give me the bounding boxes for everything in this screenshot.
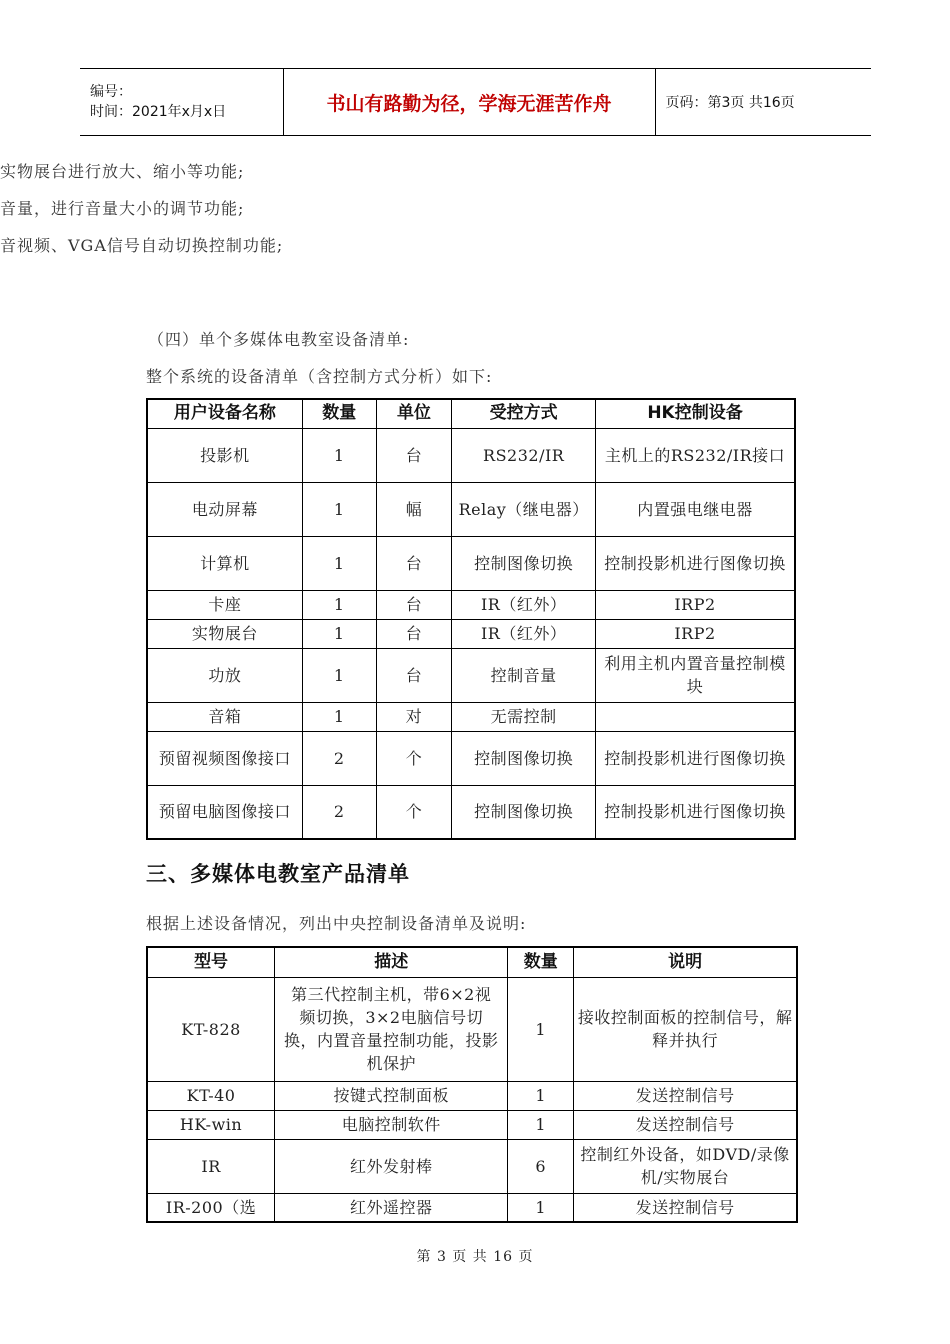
table-cell: 发送控制信号 [574,1110,797,1139]
table-row [147,977,797,1081]
table-cell: 接收控制面板的控制信号，解释并执行 [574,977,797,1081]
table-cell: 控制音量 [452,648,596,702]
table-row [147,648,795,702]
table-cell: 控制图像切换 [452,536,596,590]
col-header-control-mode: 受控方式 [452,399,596,428]
table-cell: 红外发射棒 [275,1139,508,1193]
table-cell: 内置强电继电器 [596,482,795,536]
table-cell: 2 [302,785,376,839]
table-cell: 台 [376,428,452,482]
table-row [147,702,795,731]
table-cell: 第三代控制主机，带6×2视频切换，3×2电脑信号切换，内置音量控制功能，投影机保护 [275,977,508,1081]
table-cell: 电脑控制软件 [275,1110,508,1139]
table-cell: IR（红外） [452,590,596,619]
col-header-quantity: 数量 [302,399,376,428]
table-cell: 1 [508,1110,574,1139]
table-cell: 1 [302,536,376,590]
table-cell: 1 [508,1193,574,1222]
table-cell: 发送控制信号 [574,1081,797,1110]
col-header-hk-device: HK控制设备 [596,399,795,428]
table-cell: 个 [376,785,452,839]
table-cell: 计算机 [147,536,302,590]
table-cell: IR-200（选 [147,1193,275,1222]
table-cell: KT-828 [147,977,275,1081]
table-row [147,1110,797,1139]
table-row [147,482,795,536]
table-cell: 台 [376,648,452,702]
page-footer: 第 3 页 共 16 页 [416,1249,534,1265]
table-cell: 1 [302,428,376,482]
table-cell: 1 [508,977,574,1081]
table-cell: IR [147,1139,275,1193]
table-row [147,1139,797,1193]
table-cell: 1 [302,648,376,702]
equipment-table [146,398,796,840]
header-meta [80,69,283,136]
paragraph-line-3: 音视频、VGA信号自动切换控制功能; [0,236,284,255]
product-table [146,946,798,1223]
table-cell: 无需控制 [452,702,596,731]
table-cell: 音箱 [147,702,302,731]
table-cell: 预留电脑图像接口 [147,785,302,839]
col-header-qty: 数量 [508,947,574,977]
table-cell: 功放 [147,648,302,702]
table-cell: 对 [376,702,452,731]
table-cell: 1 [302,619,376,648]
table-cell [596,702,795,731]
table-cell: 6 [508,1139,574,1193]
table-cell: 预留视频图像接口 [147,731,302,785]
table-cell: 个 [376,731,452,785]
header-time-label: 时间：2021年x月x日 [90,104,227,120]
paragraph-line-1: 实物展台进行放大、缩小等功能; [0,162,245,181]
table-cell: 控制图像切换 [452,731,596,785]
table-cell: 2 [302,731,376,785]
table-cell: 红外遥控器 [275,1193,508,1222]
equipment-table-header [147,399,795,428]
table-cell: 控制投影机进行图像切换 [596,536,795,590]
table-cell: 按键式控制面板 [275,1081,508,1110]
table-cell: 利用主机内置音量控制模块 [596,648,795,702]
col-header-device: 用户设备名称 [147,399,302,428]
section4-heading: （四）单个多媒体电教室设备清单: [148,330,410,349]
table-row [147,731,795,785]
table-cell: IRP2 [596,619,795,648]
table-cell: 控制红外设备，如DVD/录像机/实物展台 [574,1139,797,1193]
col-header-model: 型号 [147,947,275,977]
table-row [147,590,795,619]
table-cell: KT-40 [147,1081,275,1110]
table-cell: 电动屏幕 [147,482,302,536]
table-cell: RS232/IR [452,428,596,482]
table-row [147,428,795,482]
table-cell: Relay（继电器） [452,482,596,536]
header-number-label: 编号： [90,84,132,100]
table-row [147,536,795,590]
table-cell: 1 [302,482,376,536]
table-cell: IR（红外） [452,619,596,648]
table-cell: 控制图像切换 [452,785,596,839]
table-cell: 控制投影机进行图像切换 [596,785,795,839]
table-cell: 主机上的RS232/IR接口 [596,428,795,482]
table-cell: 台 [376,590,452,619]
table-row [147,1081,797,1110]
table-cell: 控制投影机进行图像切换 [596,731,795,785]
table-row [147,785,795,839]
table-cell: 1 [508,1081,574,1110]
col-header-unit: 单位 [376,399,452,428]
section3-heading: 三、多媒体电教室产品清单 [146,862,410,886]
table-row [147,619,795,648]
table-cell: 1 [302,702,376,731]
page-header [80,68,871,136]
col-header-description: 描述 [275,947,508,977]
paragraph-line-2: 音量，进行音量大小的调节功能; [0,199,245,218]
header-motto: 书山有路勤为径，学海无涯苦作舟 [283,69,655,136]
header-page-info: 页码：第3页 共16页 [655,69,871,136]
col-header-notes: 说明 [574,947,797,977]
table-cell: 卡座 [147,590,302,619]
product-table-header [147,947,797,977]
table-cell: 发送控制信号 [574,1193,797,1222]
table-cell: 台 [376,536,452,590]
table-row [147,1193,797,1222]
table-cell: 台 [376,619,452,648]
table-cell: 投影机 [147,428,302,482]
table-cell: IRP2 [596,590,795,619]
table-cell: 幅 [376,482,452,536]
section4-intro: 整个系统的设备清单（含控制方式分析）如下: [146,367,493,386]
table-cell: HK-win [147,1110,275,1139]
table-cell: 实物展台 [147,619,302,648]
table-cell: 1 [302,590,376,619]
section3-intro: 根据上述设备情况，列出中央控制设备清单及说明: [146,914,527,933]
